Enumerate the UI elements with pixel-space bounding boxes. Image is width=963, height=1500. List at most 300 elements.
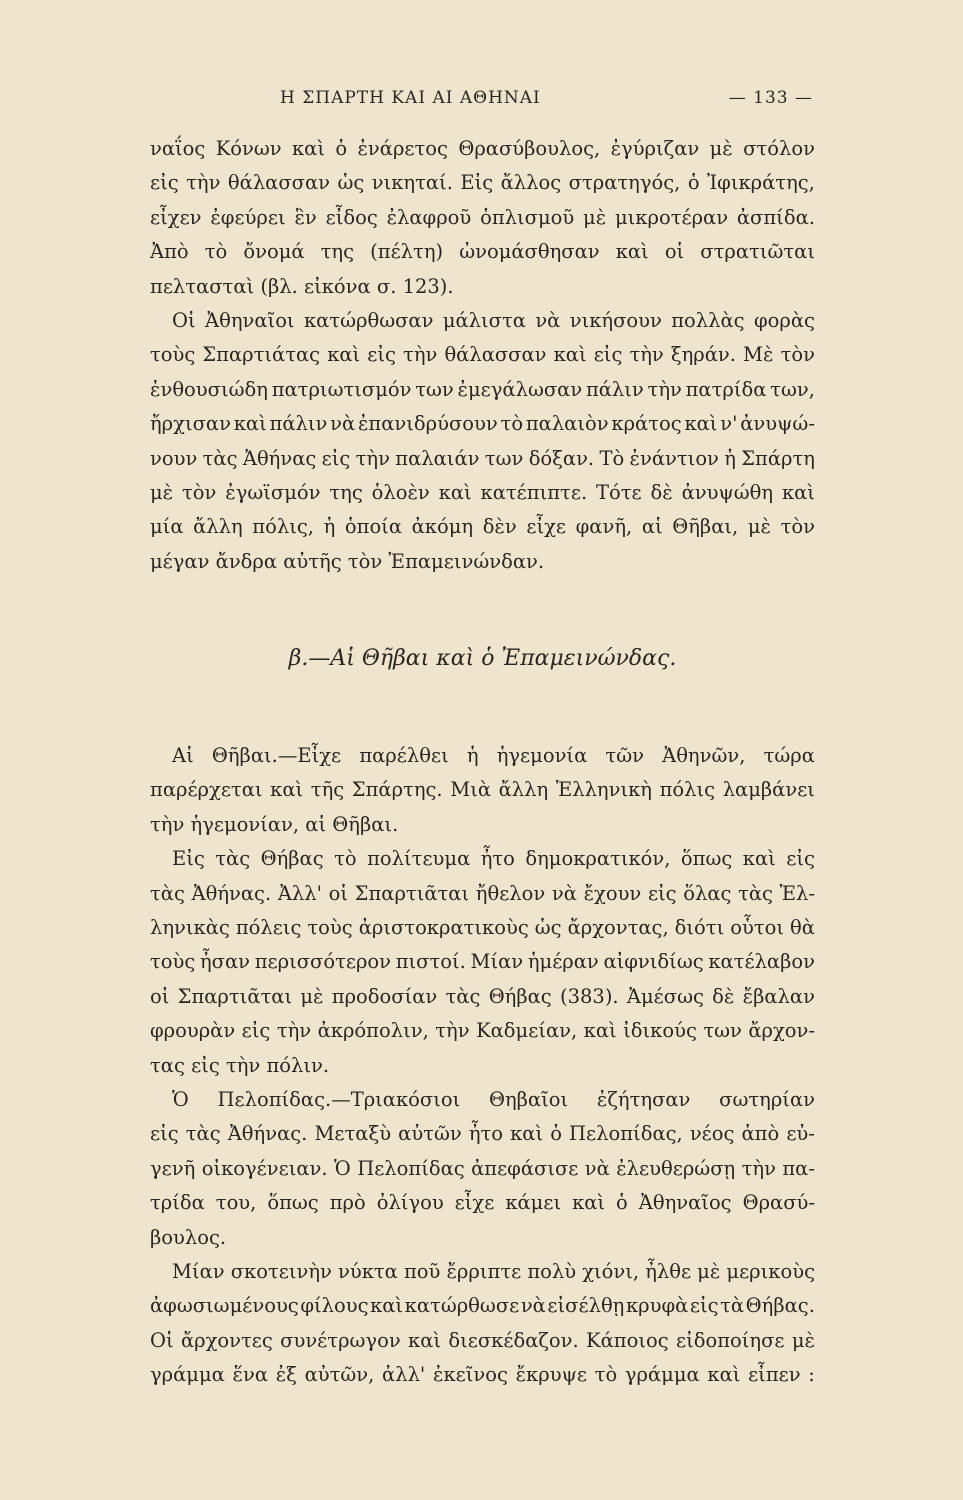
word: θὰ: [789, 916, 815, 940]
word: Μιὰ: [450, 778, 492, 802]
word: ἐμεγάλωσαν: [457, 377, 583, 401]
text-line: τας εἰς τὴν πόλιν.: [150, 1053, 330, 1077]
text-line: [150, 1324, 815, 1358]
text-line: [150, 877, 815, 911]
word: των,: [770, 377, 815, 401]
text-line: [150, 1358, 815, 1392]
word: καὶ: [572, 1191, 606, 1215]
word: Καδμείαν,: [476, 1019, 578, 1043]
word: γράμμα: [624, 1363, 700, 1387]
word: τὸ: [334, 847, 357, 871]
word: τὴν: [403, 343, 438, 367]
word: ἦλθε: [645, 1259, 692, 1283]
word: Σπαρτιᾶται: [177, 984, 293, 1008]
text-line: [150, 980, 815, 1014]
word: ἀνυψώ-: [740, 412, 815, 436]
word: τὴν: [435, 1019, 470, 1043]
word: οἱ: [664, 240, 685, 264]
word: Οἱ: [172, 308, 196, 332]
text-line: [150, 442, 815, 476]
word: ἀσπίδα.: [736, 205, 815, 229]
word: Οἱ: [150, 1328, 174, 1352]
body-text: [150, 132, 815, 1393]
word: ἐφεύρει: [210, 205, 286, 229]
word: διεσκέδαζον.: [448, 1328, 579, 1352]
word: πολίτευμα: [367, 847, 471, 871]
word: συνέτρωγον: [280, 1328, 401, 1352]
word: πα-: [782, 1156, 815, 1180]
word: ἤρχισαν: [150, 412, 231, 436]
word: ποῦ: [403, 1259, 441, 1283]
word: τώρα: [763, 744, 815, 768]
word: Σπαρτιάτας: [202, 343, 321, 367]
word: (πέλτη): [370, 240, 444, 264]
word: Πελοπίδας,: [569, 1122, 683, 1146]
word: ληνικὰς: [150, 916, 230, 940]
word: των: [415, 377, 454, 401]
word: ἦτο: [468, 1122, 504, 1146]
word: ἄρχον-: [748, 1019, 815, 1043]
word: των: [484, 446, 524, 470]
word: μὲ: [709, 137, 733, 160]
word: φρουρὰν: [150, 1019, 236, 1043]
word: πιστοί.: [395, 950, 466, 974]
word: τὸν: [182, 480, 217, 504]
text-line: [150, 476, 815, 510]
word: δημοκρατικόν,: [525, 847, 671, 871]
word: οἰκογένειαν.: [201, 1156, 328, 1180]
word: τρίδα: [150, 1191, 205, 1215]
word: ὁποία: [344, 515, 403, 539]
word: μὲ: [747, 515, 771, 539]
word: εἰς: [150, 171, 179, 195]
word: ἕνα: [232, 1363, 268, 1387]
word: ὁπλισμοῦ: [480, 205, 575, 229]
text-line: [150, 1014, 815, 1048]
text-line: [150, 739, 815, 773]
word: νουν: [150, 446, 198, 470]
word: ἦσαν: [199, 950, 251, 974]
word: τῶν: [605, 744, 644, 768]
word: οἱ: [150, 984, 170, 1008]
word: Πελοπίδας.—Τριακόσιοι: [217, 1087, 461, 1111]
word: των: [703, 1019, 742, 1043]
word: Μίαν: [470, 950, 524, 974]
word: μικροτέραν: [614, 205, 729, 229]
word: κατέλαβον: [708, 950, 815, 974]
word: ἀπὸ: [741, 1122, 780, 1146]
text-line: [150, 1083, 815, 1117]
word: τοὺς: [307, 916, 353, 940]
word: πόλεις: [235, 916, 302, 940]
word: ἡ: [323, 515, 336, 539]
word: ἐλαφροῦ: [386, 205, 472, 229]
word: καὶ: [684, 412, 718, 436]
word: ὄνομά: [243, 240, 305, 264]
word: ἔκρυψε: [515, 1363, 587, 1387]
word: καὶ: [781, 480, 815, 504]
word: καὶ: [742, 847, 776, 871]
text-line: [150, 773, 815, 807]
word: :: [808, 1363, 815, 1387]
word: του,: [215, 1191, 257, 1215]
word: ἐνάντιον: [629, 446, 719, 470]
word: καὶ: [583, 1019, 617, 1043]
word: Εἰς: [460, 171, 494, 195]
word: κατώρθωσαν: [303, 308, 434, 332]
text-line: [150, 1152, 815, 1186]
word: εἶδος: [325, 205, 378, 229]
word: τὴν: [629, 343, 664, 367]
word: προδοσίαν: [331, 984, 438, 1008]
word: πολὺ: [527, 1259, 577, 1283]
word: παλαιὸν: [525, 412, 609, 436]
word: Ἀθηναῖοι: [205, 308, 295, 332]
word: περισσότερον: [254, 950, 392, 974]
word: εἰς: [321, 446, 351, 470]
word: φορὰς: [753, 308, 815, 332]
word: Ἀθηνῶν,: [662, 744, 746, 768]
word: τὸ: [594, 1363, 618, 1387]
text-line: [150, 510, 815, 544]
word: καὶ: [707, 1363, 741, 1387]
word: Θῆβαι.—Εἶχε: [211, 744, 342, 768]
word: καὶ: [327, 343, 361, 367]
word: καὶ: [270, 778, 304, 802]
word: Ἰφικράτης,: [707, 171, 815, 195]
word: στόλον: [743, 137, 815, 160]
word: πόλις: [659, 778, 716, 802]
word: της: [329, 480, 363, 504]
word: Θῆβαι,: [672, 515, 739, 539]
word: διότι: [674, 916, 725, 940]
word: πατριωτισμόν: [271, 377, 412, 401]
word: Ὁ: [334, 1156, 351, 1180]
word: δὲ: [712, 984, 735, 1008]
word: μὲ: [697, 1259, 721, 1283]
text-line: [150, 1289, 815, 1323]
word: ἄρχοντες: [180, 1328, 273, 1352]
word: Θήβας: [488, 984, 552, 1008]
text-line: [150, 373, 815, 407]
word: εἰς: [150, 1122, 179, 1146]
word: εἰδοποίησε: [675, 1328, 785, 1352]
word: εἶχε: [454, 1191, 495, 1215]
word: ἐλευθερώσῃ: [616, 1156, 736, 1180]
word: αὐτῶν: [398, 1122, 462, 1146]
word: τὴν: [741, 1156, 776, 1180]
word: Θηβαῖοι: [489, 1087, 569, 1111]
word: ἡμέραν: [527, 950, 599, 974]
word: τὰς: [738, 881, 773, 905]
word: χιόνι,: [582, 1259, 640, 1283]
word: Ἑλ-: [779, 881, 815, 905]
word: καὶ: [233, 412, 267, 436]
word: Ὁ: [172, 1087, 189, 1111]
page-number: — 133 —: [728, 88, 813, 108]
word: νικήσουν: [569, 308, 662, 332]
word: τὰς: [215, 847, 251, 871]
word: φίλους: [300, 1294, 369, 1318]
word: γενῆ: [150, 1156, 196, 1180]
word: μία: [150, 515, 184, 539]
word: Μεταξὺ: [314, 1122, 392, 1146]
word: Εἰς: [172, 847, 205, 871]
word: ἔβαλαν: [742, 984, 815, 1008]
word: ναΐος: [150, 137, 206, 160]
word: νὰ: [535, 308, 561, 332]
word: καὶ: [510, 1122, 544, 1146]
word: ἀπεφάσισε: [471, 1156, 579, 1180]
word: Ἀπὸ: [150, 240, 189, 264]
text-line: [150, 338, 815, 372]
word: Θήβας: [260, 847, 324, 871]
word: Σπάρτη: [741, 446, 815, 470]
paragraph-block-b: [150, 739, 815, 1392]
word: ἐγωϊσμόν: [225, 480, 321, 504]
text-line: [150, 166, 815, 200]
word: καὶ: [438, 480, 472, 504]
word: τὴν: [186, 171, 221, 195]
text-line: [150, 1255, 815, 1289]
word: ἀκρόπολιν,: [317, 1019, 429, 1043]
word: Πελοπίδας: [357, 1156, 465, 1180]
word: παρέλθει: [359, 744, 449, 768]
text-line: [150, 201, 815, 235]
word: ἄλλη: [193, 515, 243, 539]
word: ὡς: [534, 916, 562, 940]
running-title: Η ΣΠΑΡΤΗ ΚΑΙ ΑΙ ΑΘΗΝΑΙ: [280, 88, 541, 108]
word: ἡγεμονία: [496, 744, 588, 768]
word: καὶ: [370, 1294, 404, 1318]
text-line: [150, 132, 815, 166]
word: ἄρχοντας,: [567, 916, 669, 940]
word: Κάποιος: [586, 1328, 669, 1352]
word: ἀφωσιωμένους: [150, 1294, 299, 1318]
word: Τότε: [596, 480, 642, 504]
word: θάλασσαν: [227, 171, 330, 195]
word: τοὺς: [150, 343, 196, 367]
word: ἐνθουσιώδη: [150, 377, 268, 401]
word: ὀλίγου: [376, 1191, 444, 1215]
word: ἦτο: [480, 847, 515, 871]
word: ὅλας: [683, 881, 732, 905]
text-line: [150, 1117, 815, 1151]
text-line: [150, 1186, 815, 1220]
word: πάλιν: [269, 412, 328, 436]
word: Σπαρτιᾶται: [354, 881, 470, 905]
word: Ἀθήνας.: [227, 1122, 308, 1146]
word: πάλιν: [585, 377, 644, 401]
word: σωτηρίαν: [719, 1087, 815, 1111]
word: τῆς: [310, 778, 345, 802]
word: παρέρχεται: [150, 778, 263, 802]
word: μὲ: [300, 984, 324, 1008]
word: ἐνάρετος: [357, 137, 448, 160]
word: δὲ: [650, 480, 673, 504]
word: ξηράν.: [670, 343, 736, 367]
word: καὶ: [408, 1328, 442, 1352]
word: ἐξ: [275, 1363, 297, 1387]
word: καὶ: [615, 240, 649, 264]
word: εὐ-: [786, 1122, 815, 1146]
word: ὁ: [687, 171, 700, 195]
word: νὰ: [520, 1294, 546, 1318]
word: κατέπιπτε.: [480, 480, 588, 504]
word: πρὸ: [329, 1191, 366, 1215]
word: ἄλλος: [500, 171, 562, 195]
word: νικηταί.: [371, 171, 453, 195]
text-line: βουλος.: [150, 1225, 227, 1249]
word: ἀλλ': [382, 1363, 426, 1387]
word: ἐπανιδρύσουν: [357, 412, 498, 436]
word: της: [320, 240, 355, 264]
word: εἰς: [647, 881, 677, 905]
word: ἡ: [724, 446, 736, 470]
word: ὁλοὲν: [371, 480, 430, 504]
word: Ἀθήνας.: [191, 881, 272, 905]
word: ὅπως: [680, 847, 733, 871]
word: τὰς: [150, 881, 185, 905]
word: νὰ: [551, 881, 577, 905]
word: αἰφνιδίως: [603, 950, 704, 974]
word: ἰδικούς: [623, 1019, 697, 1043]
word: νὰ: [584, 1156, 610, 1180]
text-line: [150, 235, 815, 269]
word: εἰς: [367, 343, 396, 367]
word: τὸ: [204, 240, 228, 264]
word: δόξαν.: [528, 446, 595, 470]
word: ἡ: [466, 744, 479, 768]
word: τὰ: [720, 1294, 745, 1318]
word: ἤθελον: [475, 881, 546, 905]
word: μὲ: [791, 1328, 815, 1352]
word: μάλιστα: [442, 308, 526, 332]
word: Μίαν: [172, 1259, 225, 1283]
word: αὐτῶν,: [304, 1363, 375, 1387]
word: ὁ: [616, 1191, 628, 1215]
word: Ἀμέσως: [626, 984, 704, 1008]
word: νύκτα: [338, 1259, 398, 1283]
text-line: πελτασταὶ (βλ. εἰκόνα σ. 123).: [150, 274, 454, 298]
word: οὗτοι: [730, 916, 784, 940]
word: γράμμα: [150, 1363, 225, 1387]
word: ἐζήτησαν: [596, 1087, 691, 1111]
word: Σπάρτης.: [351, 778, 443, 802]
word: καὶ: [291, 137, 325, 160]
word: πολλὰς: [671, 308, 745, 332]
word: εἰς: [241, 1019, 271, 1043]
word: (383).: [560, 984, 619, 1008]
text-line: [150, 945, 815, 979]
word: ὁ: [550, 1122, 562, 1146]
word: εἰς: [689, 1294, 719, 1318]
word: τὰς: [185, 1122, 221, 1146]
word: ἄλλη: [498, 778, 549, 802]
word: εἰς: [593, 343, 623, 367]
word: ἓν: [294, 205, 317, 229]
word: Αἱ: [172, 744, 194, 768]
word: ὠνομάσθησαν: [459, 240, 600, 264]
word: στρατιῶται: [700, 240, 815, 264]
word: οἱ: [328, 881, 349, 905]
word: Ἑλληνικὴ: [555, 778, 652, 802]
word: εἶχε: [526, 515, 567, 539]
word: τὸν: [780, 515, 815, 539]
text-line: [150, 842, 815, 876]
word: παλαιάν: [395, 446, 480, 470]
word: ἀνυψώθη: [681, 480, 774, 504]
word: κράτος: [611, 412, 682, 436]
word: τὰς: [202, 446, 238, 470]
word: σκοτεινὴν: [230, 1259, 332, 1283]
word: στρατηγός,: [568, 171, 681, 195]
word: μὲ: [150, 480, 174, 504]
paragraph-block-a: [150, 132, 815, 579]
word: λαμβάνει: [722, 778, 815, 802]
word: ν': [720, 412, 738, 436]
word: αἱ: [641, 515, 663, 539]
word: νέος: [689, 1122, 735, 1146]
word: τὰς: [445, 984, 481, 1008]
text-line: [150, 911, 815, 945]
word: Ἀθηναῖος: [638, 1191, 732, 1215]
word: πατρίδα: [685, 377, 767, 401]
word: τοὺς: [150, 950, 196, 974]
word: κρυφὰ: [625, 1294, 689, 1318]
text-line: [150, 304, 815, 338]
word: Θρασύ-: [742, 1191, 815, 1215]
word: κατώρθωσε: [404, 1294, 520, 1318]
word: κάμει: [505, 1191, 562, 1215]
word: τὸν: [780, 343, 815, 367]
word: ἀριστοκρατικοὺς: [358, 916, 529, 940]
word: μερικοὺς: [726, 1259, 815, 1283]
word: δὲν: [482, 515, 517, 539]
word: Μὲ: [743, 343, 774, 367]
word: εἶπεν: [748, 1363, 801, 1387]
text-line: τὴν ἡγεμονίαν, αἱ Θῆβαι.: [150, 812, 399, 836]
word: εἰσέλθῃ: [547, 1294, 625, 1318]
section-heading: β.—Αἱ Θῆβαι καὶ ὁ Ἐπαμεινώνδας.: [288, 646, 677, 672]
word: ἔρριπτε: [446, 1259, 522, 1283]
word: Θήβας.: [745, 1294, 815, 1318]
word: Τὸ: [599, 446, 625, 470]
text-line: [150, 407, 815, 441]
word: ὁ: [335, 137, 348, 160]
word: ἀκόμη: [411, 515, 474, 539]
word: καὶ: [553, 343, 587, 367]
word: ἔχουν: [583, 881, 642, 905]
word: πόλις,: [252, 515, 314, 539]
word: τὸ: [500, 412, 524, 436]
word: Ἀθήνας: [242, 446, 317, 470]
word: ἐκεῖνος: [432, 1363, 508, 1387]
word: ἐγύριζαν: [610, 137, 700, 160]
word: ὅπως: [267, 1191, 319, 1215]
word: φανῆ,: [575, 515, 633, 539]
text-line: μέγαν ἄνδρα αὐτῆς τὸν Ἐπαμεινώνδαν.: [150, 549, 545, 573]
word: ὡς: [337, 171, 365, 195]
word: εἶχεν: [150, 205, 202, 229]
word: Θρασύβουλος,: [458, 137, 601, 160]
word: εἰς: [786, 847, 815, 871]
word: θάλασσαν: [444, 343, 547, 367]
word: Ἀλλ': [277, 881, 322, 905]
word: τὴν: [647, 377, 682, 401]
word: τὴν: [276, 1019, 312, 1043]
word: νὰ: [330, 412, 356, 436]
